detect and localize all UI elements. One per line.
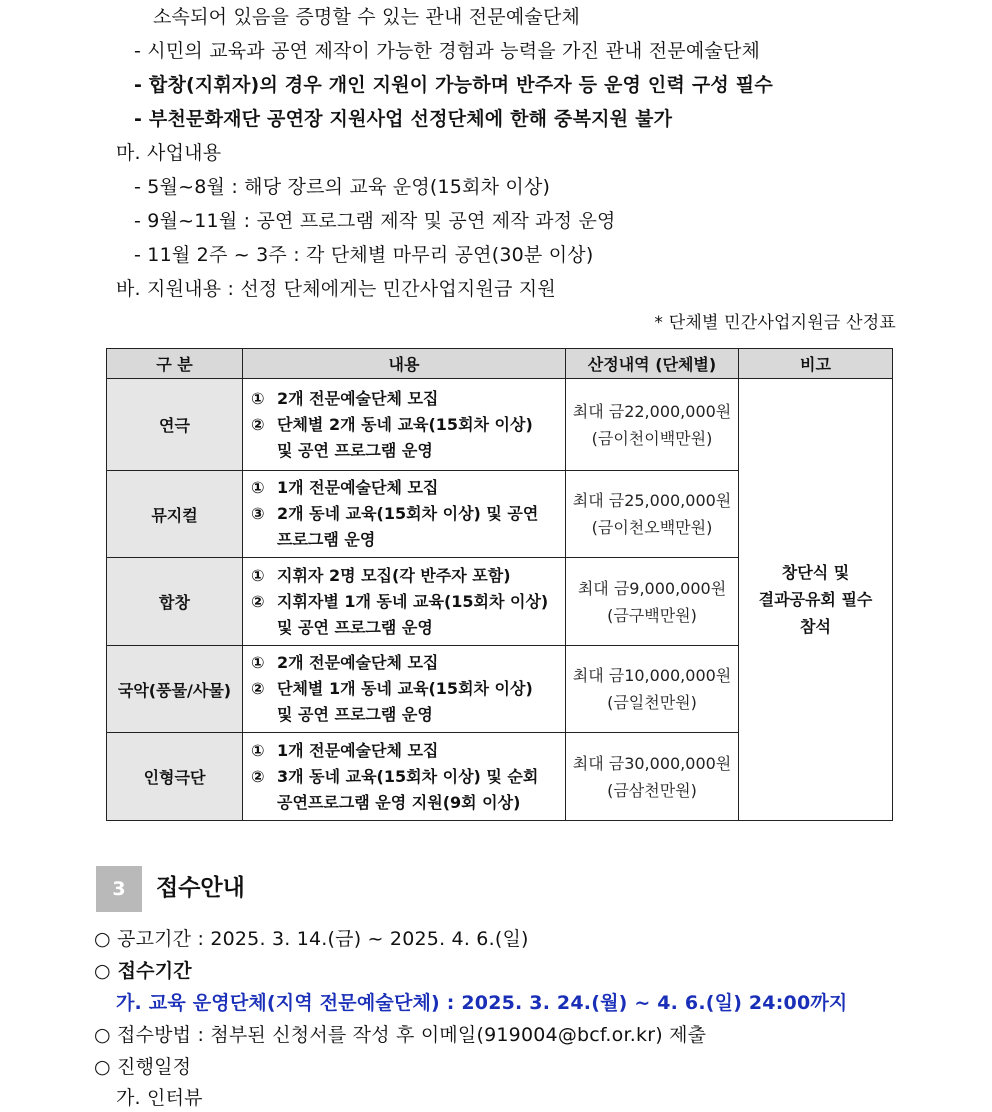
row-amount [566,379,739,471]
notice-period: ○ 공고기간 : 2025. 3. 14.(금) ~ 2025. 4. 6.(일) [94,928,529,950]
section-number-badge: 3 [96,866,142,912]
business-item: - 5월~8월 : 해당 장르의 교육 운영(15회차 이상) [134,176,551,198]
amount-value: 최대 금10,000,000원 [572,666,732,685]
row-mark: ① [251,740,265,760]
intro-line-2: - 시민의 교육과 공연 제작이 가능한 경험과 능력을 가진 관내 전문예술단체 [134,40,761,62]
amount-value: 최대 금9,000,000원 [577,578,727,598]
row-mark: ② [251,679,265,698]
row-amount [566,733,739,821]
table-header: 내용 [243,349,566,379]
amount-korean: (금일천만원) [607,693,697,712]
table-caption: * 단체별 민간사업지원금 산정표 [654,313,896,333]
submission-method: ○ 접수방법 : 첨부된 신청서를 작성 후 이메일(919004@bcf.or.kr) 제출 [94,1024,707,1046]
row-category: 인형극단 [107,733,243,821]
business-heading: 마. 사업내용 [116,142,222,164]
row-amount [566,558,739,646]
row-mark: ① [251,653,265,672]
reception-detail: 가. 교육 운영단체(지역 전문예술단체) : 2025. 3. 24.(월) ~ 4. 6.(일) 24:00까지 [116,992,848,1014]
funding-table [106,348,893,821]
row-content-line: 단체별 1개 동네 교육(15회차 이상) 및 공연 프로그램 운영 [277,679,533,724]
row-mark: ② [251,766,265,786]
row-category: 연극 [107,379,243,471]
row-mark: ① [251,565,265,585]
amount-value: 최대 금22,000,000원 [572,401,732,421]
schedule-heading: ○ 진행일정 [94,1056,192,1078]
amount-korean: (금이천이백만원) [591,428,713,448]
row-content-line: 1개 전문예술단체 모집 [277,478,439,497]
row-mark: ② [251,414,265,434]
intro-line-4: - 부천문화재단 공연장 지원사업 선정단체에 한해 중복지원 불가 [134,108,673,130]
row-content-line: 단체별 2개 동네 교육(15회차 이상) 및 공연 프로그램 운영 [277,414,533,460]
row-content [243,471,566,558]
reception-heading: ○ 접수기간 [94,960,192,982]
row-content [243,733,566,821]
table-row [107,379,893,471]
row-category: 합창 [107,558,243,646]
row-content-line: 지휘자 2명 모집(각 반주자 포함) [277,565,511,585]
row-content [243,646,566,733]
intro-line-1: 소속되어 있음을 증명할 수 있는 관내 전문예술단체 [153,6,581,28]
table-header: 구 분 [107,349,243,379]
row-content [243,379,566,471]
amount-value: 최대 금25,000,000원 [572,491,732,510]
row-content-line: 2개 동네 교육(15회차 이상) 및 공연 프로그램 운영 [277,504,539,549]
section-title: 접수안내 [156,875,245,901]
row-content-line: 2개 전문예술단체 모집 [277,653,439,672]
table-header: 산정내역 (단체별) [566,349,739,379]
amount-korean: (금구백만원) [607,605,697,625]
amount-value: 최대 금30,000,000원 [572,753,732,773]
row-content-line: 2개 전문예술단체 모집 [277,388,439,408]
row-mark: ③ [251,504,265,523]
row-mark: ② [251,591,265,611]
row-mark: ① [251,478,265,497]
row-amount [566,471,739,558]
business-item: - 9월~11월 : 공연 프로그램 제작 및 공연 제작 과정 운영 [134,210,616,232]
row-amount [566,646,739,733]
amount-korean: (금삼천만원) [607,780,697,800]
table-header: 비고 [739,349,893,379]
row-category: 국악(풍물/사물) [107,646,243,733]
row-content-line: 3개 동네 교육(15회차 이상) 및 순회 공연프로그램 운영 지원(9회 이상) [277,766,539,812]
schedule-item: 가. 인터뷰 [116,1087,203,1109]
remark-cell: 창단식 및 결과공유회 필수 참석 [739,379,893,821]
row-category: 뮤지컬 [107,471,243,558]
row-content [243,558,566,646]
intro-line-3: - 합창(지휘자)의 경우 개인 지원이 가능하며 반주자 등 운영 인력 구성 필수 [134,74,773,96]
row-content-line: 지휘자별 1개 동네 교육(15회차 이상) 및 공연 프로그램 운영 [277,591,549,637]
amount-korean: (금이천오백만원) [591,518,713,537]
support-heading: 바. 지원내용 : 선정 단체에게는 민간사업지원금 지원 [116,278,556,300]
row-mark: ① [251,388,265,408]
row-content-line: 1개 전문예술단체 모집 [277,740,439,760]
business-item: - 11월 2주 ~ 3주 : 각 단체별 마무리 공연(30분 이상) [134,244,594,266]
